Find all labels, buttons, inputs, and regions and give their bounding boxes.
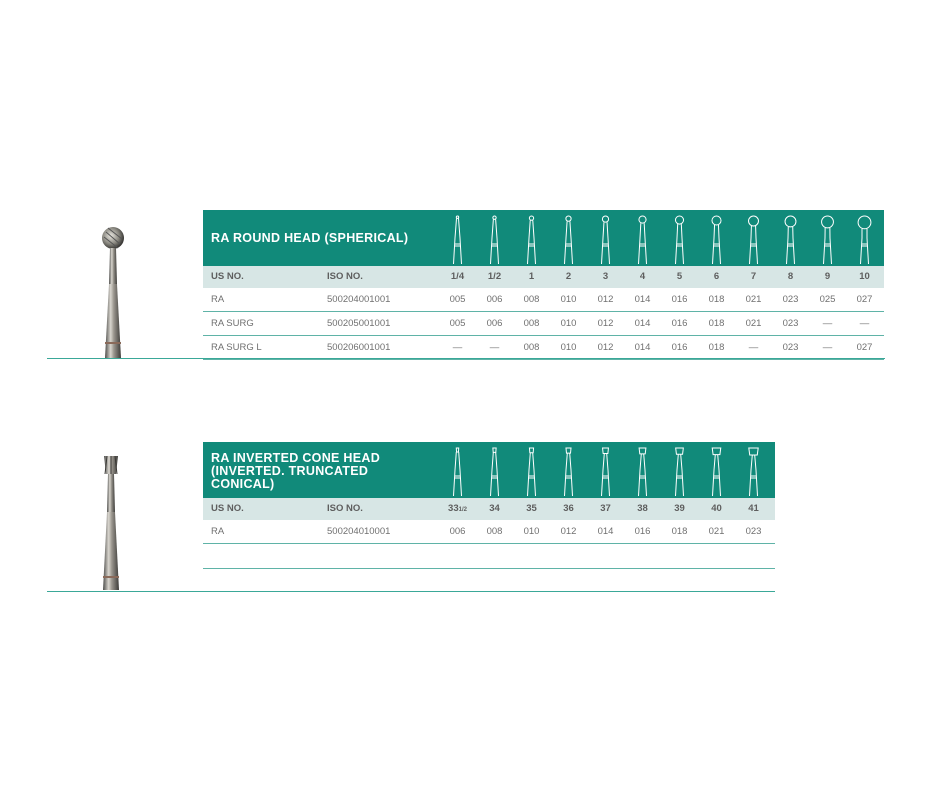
size-value-cell: 023	[745, 526, 762, 537]
size-label: 9	[824, 271, 831, 282]
size-value-cell: —	[452, 342, 463, 353]
size-value-cell: 008	[486, 526, 503, 537]
table-row	[203, 312, 884, 336]
size-label: 40	[711, 503, 722, 514]
size-label: 41	[748, 503, 759, 514]
size-value-cell: 010	[560, 342, 577, 353]
us-no-header: US NO.	[211, 271, 244, 282]
size-header	[735, 271, 772, 282]
size-header	[698, 271, 735, 282]
size-value-cell: 005	[449, 318, 466, 329]
size-header	[587, 503, 624, 514]
size-header	[550, 503, 587, 514]
inverted-cone-bur-icon	[661, 446, 698, 498]
size-header	[439, 503, 476, 514]
size-label: 2	[565, 271, 572, 282]
size-label: 36	[563, 503, 574, 514]
round-head-bur-icon	[624, 214, 661, 266]
size-value-cell: 010	[523, 526, 540, 537]
size-label: 8	[787, 271, 794, 282]
inverted-cone-table	[203, 442, 775, 569]
size-value-cell: 027	[856, 294, 873, 305]
size-value-cell: 016	[671, 294, 688, 305]
round-head-bur-photo	[93, 224, 133, 364]
size-value-cell: 012	[597, 294, 614, 305]
size-header	[476, 503, 513, 514]
size-header	[624, 503, 661, 514]
table-banner	[203, 210, 884, 266]
size-label: 6	[713, 271, 720, 282]
size-header	[846, 271, 883, 282]
iso-no-cell: 500205001001	[327, 318, 391, 329]
size-value-cell: 023	[782, 318, 799, 329]
size-value-cell: 021	[745, 294, 762, 305]
round-head-bur-icon	[439, 214, 476, 266]
us-no-cell: RA	[211, 294, 225, 305]
round-head-bur-icon	[772, 214, 809, 266]
size-value-cell: 023	[782, 294, 799, 305]
table-row	[203, 288, 884, 312]
us-no-cell: RA SURG	[211, 318, 254, 329]
size-label: 5	[676, 271, 683, 282]
table-banner	[203, 442, 775, 498]
iso-no-cell: 500204001001	[327, 294, 391, 305]
size-value-cell: —	[489, 342, 500, 353]
round-head-bur-icon	[513, 214, 550, 266]
size-value-cell: 021	[708, 526, 725, 537]
size-value-cell: 023	[782, 342, 799, 353]
table-title	[211, 452, 380, 491]
size-label: 33	[448, 503, 459, 514]
size-value-cell: 016	[634, 526, 651, 537]
inverted-cone-bur-icon	[587, 446, 624, 498]
baseline-rule	[47, 591, 775, 592]
size-value-cell: 018	[671, 526, 688, 537]
size-label: 1	[528, 271, 535, 282]
iso-no-cell: 500204010001	[327, 526, 391, 537]
size-label: 3	[602, 271, 609, 282]
table-header-row	[203, 498, 775, 520]
size-value-cell: 012	[560, 526, 577, 537]
round-head-bur-icon	[698, 214, 735, 266]
size-fraction: 1/2	[458, 507, 467, 513]
inverted-cone-bur-icon	[624, 446, 661, 498]
size-value-cell: 005	[449, 294, 466, 305]
size-header	[587, 271, 624, 282]
size-value-cell: —	[748, 342, 759, 353]
round-head-bur-icon	[661, 214, 698, 266]
inverted-cone-bur-icon	[513, 446, 550, 498]
inverted-cone-bur-icon	[735, 446, 772, 498]
size-value-cell: 018	[708, 318, 725, 329]
size-header	[439, 271, 476, 282]
size-header	[735, 503, 772, 514]
round-head-bur-icon	[846, 214, 883, 266]
iso-no-cell: 500206001001	[327, 342, 391, 353]
size-value-cell: 014	[634, 294, 651, 305]
size-value-cell: —	[859, 318, 870, 329]
us-no-header: US NO.	[211, 503, 244, 514]
size-value-cell: 025	[819, 294, 836, 305]
size-header	[513, 271, 550, 282]
us-no-cell: RA	[211, 526, 225, 537]
size-label: 7	[750, 271, 757, 282]
size-label: 34	[489, 503, 500, 514]
table-header-row	[203, 266, 884, 288]
size-value-cell: 012	[597, 342, 614, 353]
size-header	[513, 503, 550, 514]
size-value-cell: 018	[708, 342, 725, 353]
size-value-cell: 016	[671, 342, 688, 353]
round-head-bur-icon	[809, 214, 846, 266]
size-value-cell: 010	[560, 318, 577, 329]
size-value-cell: —	[822, 342, 833, 353]
size-value-cell: 027	[856, 342, 873, 353]
empty-row	[203, 544, 775, 569]
size-value-cell: 021	[745, 318, 762, 329]
size-value-cell: —	[822, 318, 833, 329]
size-value-cell: 008	[523, 342, 540, 353]
inverted-cone-bur-icon	[439, 446, 476, 498]
size-value-cell: 008	[523, 294, 540, 305]
round-head-table	[203, 210, 884, 360]
iso-no-header: ISO NO.	[327, 271, 363, 282]
size-header	[550, 271, 587, 282]
size-header	[698, 503, 735, 514]
table-row	[203, 520, 775, 544]
round-head-bur-icon	[735, 214, 772, 266]
us-no-cell: RA SURG L	[211, 342, 262, 353]
size-value-cell: 006	[486, 318, 503, 329]
round-head-bur-icon	[550, 214, 587, 266]
iso-no-header: ISO NO.	[327, 503, 363, 514]
size-label: 10	[859, 271, 870, 282]
size-value-cell: 008	[523, 318, 540, 329]
size-value-cell: 016	[671, 318, 688, 329]
inverted-cone-bur-icon	[476, 446, 513, 498]
size-value-cell: 014	[597, 526, 614, 537]
size-value-cell: 006	[449, 526, 466, 537]
size-label: 39	[674, 503, 685, 514]
inverted-cone-bur-icon	[698, 446, 735, 498]
size-value-cell: 012	[597, 318, 614, 329]
round-head-bur-icon	[587, 214, 624, 266]
size-header	[661, 271, 698, 282]
size-label: 37	[600, 503, 611, 514]
size-value-cell: 018	[708, 294, 725, 305]
round-head-bur-icon	[476, 214, 513, 266]
size-header	[624, 271, 661, 282]
inverted-cone-bur-photo	[91, 454, 131, 594]
size-label: 38	[637, 503, 648, 514]
table-title: RA ROUND HEAD (SPHERICAL)	[211, 231, 409, 245]
size-label: 1/4	[450, 271, 465, 282]
size-header	[661, 503, 698, 514]
size-header	[476, 271, 513, 282]
title-line: CONICAL)	[211, 477, 275, 491]
inverted-cone-bur-icon	[550, 446, 587, 498]
title-line: (INVERTED. TRUNCATED	[211, 464, 369, 478]
title-line: RA INVERTED CONE HEAD	[211, 451, 381, 465]
size-header	[809, 271, 846, 282]
size-value-cell: 006	[486, 294, 503, 305]
size-value-cell: 014	[634, 342, 651, 353]
size-label: 4	[639, 271, 646, 282]
size-header	[772, 271, 809, 282]
size-value-cell: 014	[634, 318, 651, 329]
table-row	[203, 336, 884, 360]
size-label: 1/2	[487, 271, 502, 282]
size-label: 35	[526, 503, 537, 514]
size-value-cell: 010	[560, 294, 577, 305]
